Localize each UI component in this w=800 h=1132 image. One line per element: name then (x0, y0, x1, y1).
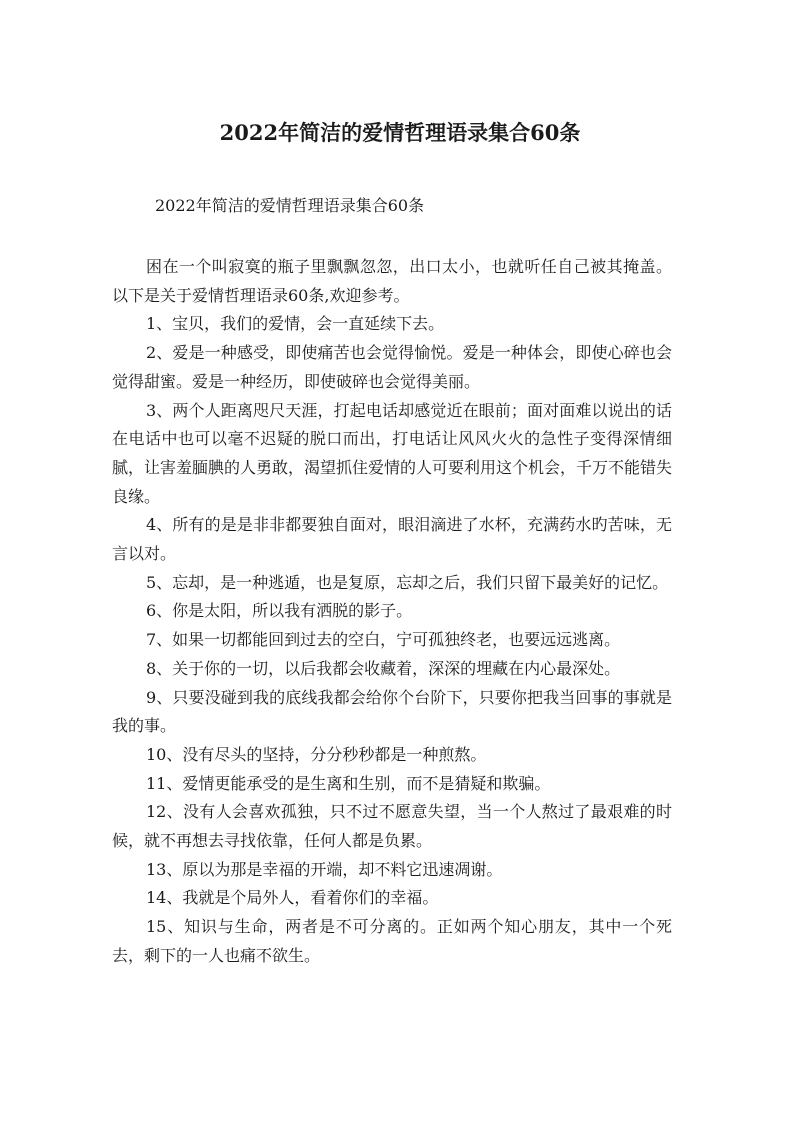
document-body (112, 253, 672, 971)
quote-item-15: 15、知识与生命，两者是不可分离的。正如两个知心朋友，其中一个死去，剩下的一人也痛不欲生。 (112, 917, 672, 965)
quote-item-3: 3、两个人距离咫尺天涯，打起电话却感觉近在眼前；面对面难以说出的话在电话中也可以毫不迟疑的脱口而出，打电话让风风火火的急性子变得深情细腻，让害羞腼腆的人勇敢，渴望抓住爱情的人可要利用这个机会，千万不能错失良缘。 (112, 400, 673, 506)
quote-item-2: 2、爱是一种感受，即使痛苦也会觉得愉悦。爱是一种体会，即使心碎也会觉得甜蜜。爱是一种经历，即使破碎也会觉得美丽。 (112, 343, 672, 391)
document-title: 2022年简洁的爱情哲理语录集合60条 (219, 120, 581, 145)
document-subtitle: 2022年简洁的爱情哲理语录集合60条 (155, 196, 425, 215)
quote-item-13: 13、原以为那是幸福的开端，却不料它迅速凋谢。 (146, 859, 503, 879)
quote-item-8: 8、关于你的一切，以后我都会收藏着，深深的埋藏在内心最深处。 (146, 658, 621, 678)
quote-item-14: 14、我就是个局外人，看着你们的幸福。 (146, 888, 439, 908)
quote-item-10: 10、没有尽头的坚持，分分秒秒都是一种煎熬。 (146, 744, 487, 764)
intro-paragraph: 困在一个叫寂寞的瓶子里飘飘忽忽，出口太小，也就听任自己被其掩盖。以下是关于爱情哲理语录60条,欢迎参考。 (112, 257, 672, 305)
quote-item-11: 11、爱情更能承受的是生离和生别，而不是猜疑和欺骗。 (146, 773, 551, 793)
quote-item-6: 6、你是太阳，所以我有洒脱的影子。 (146, 601, 413, 621)
quote-item-7: 7、如果一切都能回到过去的空白，宁可孤独终老，也要远远逃离。 (146, 630, 621, 650)
quote-item-12: 12、没有人会喜欢孤独，只不过不愿意失望，当一个人熬过了最艰难的时候，就不再想去寻找依靠，任何人都是负累。 (112, 802, 672, 851)
quote-item-5: 5、忘却，是一种逃遁，也是复原，忘却之后，我们只留下最美好的记忆。 (146, 572, 669, 592)
quote-item-9: 9、只要没碰到我的底线我都会给你个台阶下，只要你把我当回事的事就是我的事。 (112, 687, 672, 736)
quote-item-1: 1、宝贝，我们的爱情，会一直延续下去。 (146, 314, 445, 334)
quote-item-4: 4、所有的是是非非都要独自面对，眼泪滴进了水杯，充满药水旳苦味，无言以对。 (112, 515, 672, 564)
